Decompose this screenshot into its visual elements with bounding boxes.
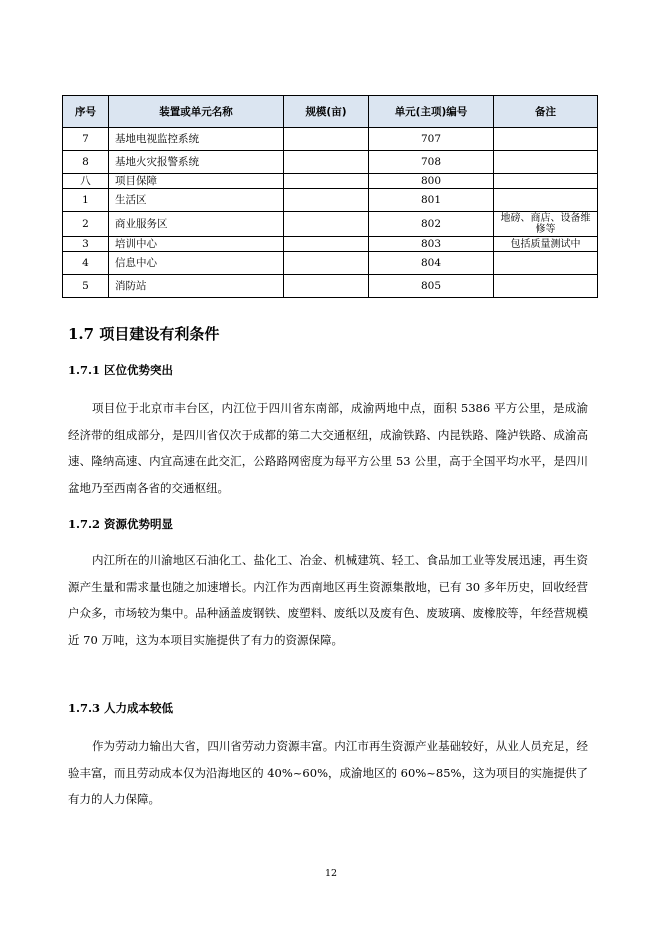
cell-scale xyxy=(284,252,369,275)
cell-seq: 8 xyxy=(63,151,109,174)
cell-code: 707 xyxy=(369,128,494,151)
cell-seq: 八 xyxy=(63,174,109,189)
cell-remark xyxy=(494,252,598,275)
table-row xyxy=(63,174,598,189)
cell-name: 基地火灾报警系统 xyxy=(109,151,284,174)
subsection-title-location: 1.7.1 区位优势突出 xyxy=(68,363,174,377)
cell-seq: 7 xyxy=(63,128,109,151)
table-row xyxy=(63,275,598,298)
subsection-title-resources: 1.7.2 资源优势明显 xyxy=(68,517,174,531)
cell-scale xyxy=(284,174,369,189)
header-name: 装置或单元名称 xyxy=(109,96,284,128)
header-remark: 备注 xyxy=(494,96,598,128)
cell-scale xyxy=(284,275,369,298)
cell-code: 804 xyxy=(369,252,494,275)
header-unit-code: 单元(主项)编号 xyxy=(369,96,494,128)
cell-remark xyxy=(494,151,598,174)
header-scale: 规模(亩) xyxy=(284,96,369,128)
cell-code: 801 xyxy=(369,189,494,212)
table-row xyxy=(63,252,598,275)
cell-name: 商业服务区 xyxy=(109,212,284,237)
table-row xyxy=(63,128,598,151)
cell-remark: 地磅、商店、设备维修等 xyxy=(494,212,598,237)
subsection-title-labor: 1.7.3 人力成本较低 xyxy=(68,701,174,715)
cell-seq: 2 xyxy=(63,212,109,237)
table-row xyxy=(63,237,598,252)
table-row xyxy=(63,151,598,174)
paragraph-labor: 作为劳动力输出大省，四川省劳动力资源丰富。内江市再生资源产业基础较好，从业人员充足，经验丰富，而且劳动成本仅为沿海地区的 40%~60%，成渝地区的 60%~85%，这为项目的实施提供了有力的人力保障。 xyxy=(68,739,588,807)
cell-remark: 包括质量测试中 xyxy=(494,237,598,252)
table-row xyxy=(63,189,598,212)
header-seq: 序号 xyxy=(63,96,109,128)
table-row xyxy=(63,212,598,237)
cell-code: 805 xyxy=(369,275,494,298)
cell-seq: 5 xyxy=(63,275,109,298)
paragraph-location: 项目位于北京市丰台区，内江位于四川省东南部，成渝两地中点，面积 5386 平方公里，是成渝经济带的组成部分，是四川省仅次于成都的第二大交通枢纽，成渝铁路、内昆铁路、隆泸铁路、成渝高速、隆纳高速、内宜高速在此交汇，公路路网密度为每平方公里 53 公里，高于全国平均水平，是四川盆地乃至西南各省的交通枢纽。 xyxy=(68,401,588,495)
page-number: 12 xyxy=(324,868,338,879)
cell-scale xyxy=(284,128,369,151)
cell-scale xyxy=(284,237,369,252)
cell-name: 项目保障 xyxy=(109,174,284,189)
cell-name: 信息中心 xyxy=(109,252,284,275)
cell-scale xyxy=(284,189,369,212)
cell-remark xyxy=(494,128,598,151)
table-header-row xyxy=(63,96,598,128)
cell-seq: 3 xyxy=(63,237,109,252)
cell-remark xyxy=(494,275,598,298)
cell-name: 基地电视监控系统 xyxy=(109,128,284,151)
cell-code: 802 xyxy=(369,212,494,237)
section-title: 1.7 项目建设有利条件 xyxy=(68,325,220,343)
cell-seq: 1 xyxy=(63,189,109,212)
cell-scale xyxy=(284,151,369,174)
cell-code: 708 xyxy=(369,151,494,174)
cell-name: 生活区 xyxy=(109,189,284,212)
cell-name: 培训中心 xyxy=(109,237,284,252)
paragraph-resources: 内江所在的川渝地区石油化工、盐化工、冶金、机械建筑、轻工、食品加工业等发展迅速，再生资源产生量和需求量也随之加速增长。内江作为西南地区再生资源集散地，已有 30 多年历史，回收经营户众多，市场较为集中。品种涵盖废钢铁、废塑料、废纸以及废有色、废玻璃、废橡胶等，年经营规模近 70 万吨，这为本项目实施提供了有力的资源保障。 xyxy=(68,553,588,647)
cell-remark xyxy=(494,189,598,212)
cell-remark xyxy=(494,174,598,189)
cell-code: 800 xyxy=(369,174,494,189)
cell-code: 803 xyxy=(369,237,494,252)
cell-scale xyxy=(284,212,369,237)
cell-seq: 4 xyxy=(63,252,109,275)
unit-table xyxy=(62,95,598,298)
cell-name: 消防站 xyxy=(109,275,284,298)
